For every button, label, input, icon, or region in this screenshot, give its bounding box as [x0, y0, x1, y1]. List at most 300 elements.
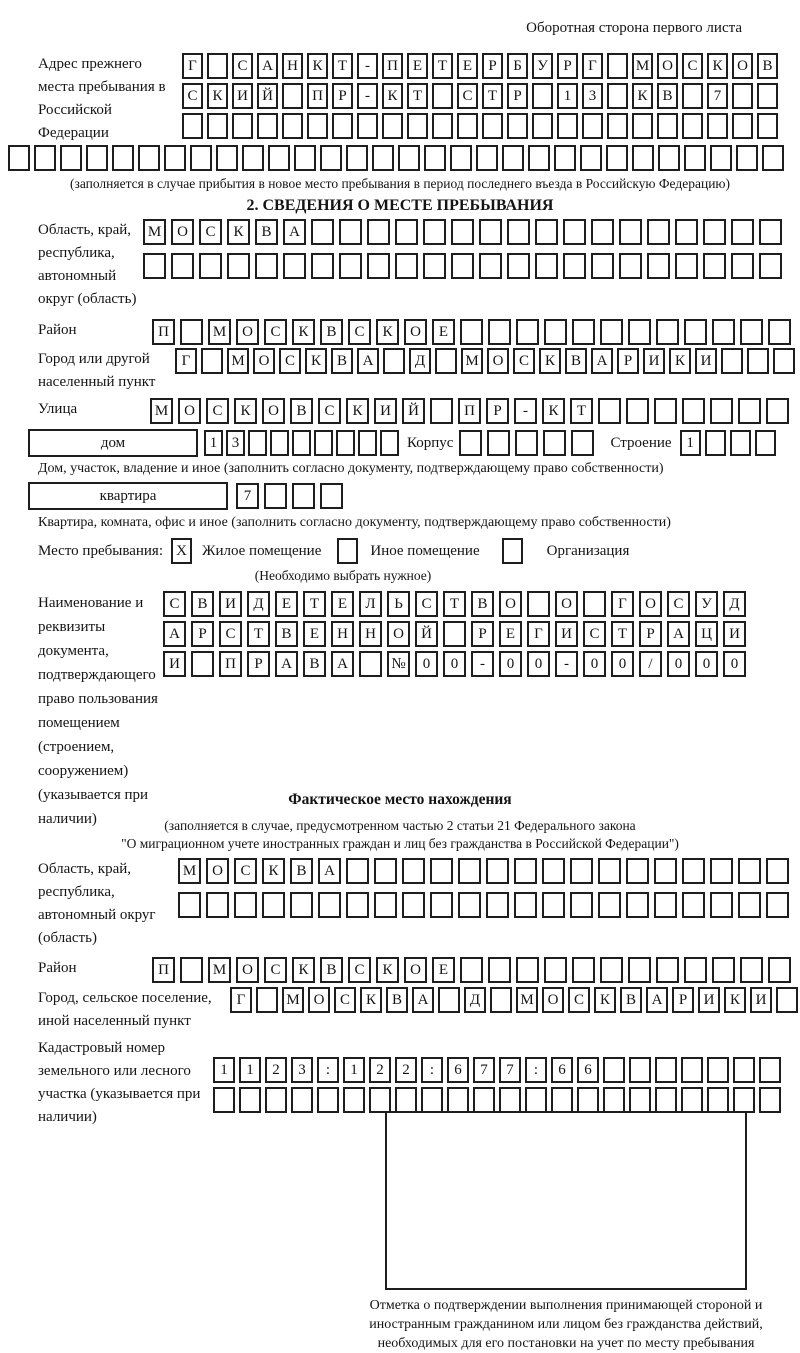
char-cell[interactable]: М — [227, 348, 249, 374]
char-cell[interactable]: 6 — [447, 1057, 469, 1083]
char-cell[interactable]: Т — [407, 83, 428, 109]
char-cell[interactable] — [458, 892, 481, 918]
char-cell[interactable] — [248, 430, 267, 456]
char-cell[interactable] — [320, 145, 342, 171]
char-cell[interactable] — [256, 987, 278, 1013]
char-cell[interactable]: К — [360, 987, 382, 1013]
char-cell[interactable]: С — [334, 987, 356, 1013]
char-cell[interactable] — [710, 858, 733, 884]
char-cell[interactable]: Б — [507, 53, 528, 79]
char-cell[interactable]: С — [682, 53, 703, 79]
char-cell[interactable] — [138, 145, 160, 171]
char-cell[interactable]: В — [620, 987, 642, 1013]
char-cell[interactable]: К — [305, 348, 327, 374]
char-cell[interactable]: 0 — [611, 651, 634, 677]
char-cell[interactable] — [675, 219, 698, 245]
char-cell[interactable] — [557, 113, 578, 139]
char-cell[interactable]: М — [150, 398, 173, 424]
char-cell[interactable]: П — [152, 957, 175, 983]
char-cell[interactable] — [374, 858, 397, 884]
char-cell[interactable]: У — [532, 53, 553, 79]
char-cell[interactable] — [532, 83, 553, 109]
char-cell[interactable]: 1 — [557, 83, 578, 109]
char-cell[interactable] — [171, 253, 194, 279]
char-cell[interactable]: 0 — [527, 651, 550, 677]
char-cell[interactable]: - — [357, 53, 378, 79]
char-cell[interactable] — [730, 430, 751, 456]
char-cell[interactable] — [654, 858, 677, 884]
char-cell[interactable]: В — [331, 348, 353, 374]
char-cell[interactable]: М — [461, 348, 483, 374]
char-cell[interactable] — [332, 113, 353, 139]
char-cell[interactable]: К — [227, 219, 250, 245]
char-cell[interactable]: В — [657, 83, 678, 109]
char-cell[interactable] — [516, 319, 539, 345]
char-cell[interactable] — [199, 253, 222, 279]
char-cell[interactable]: Ц — [695, 621, 718, 647]
char-cell[interactable] — [600, 957, 623, 983]
char-cell[interactable] — [398, 145, 420, 171]
char-cell[interactable] — [213, 1087, 235, 1113]
char-cell[interactable] — [632, 145, 654, 171]
char-cell[interactable] — [458, 858, 481, 884]
char-cell[interactable]: О — [639, 591, 662, 617]
char-cell[interactable]: В — [290, 858, 313, 884]
char-cell[interactable] — [459, 430, 482, 456]
char-cell[interactable]: Т — [570, 398, 593, 424]
char-cell[interactable] — [712, 957, 735, 983]
char-cell[interactable]: 0 — [499, 651, 522, 677]
char-cell[interactable] — [239, 1087, 261, 1113]
char-cell[interactable]: К — [382, 83, 403, 109]
char-cell[interactable]: 1 — [239, 1057, 261, 1083]
char-cell[interactable]: Е — [303, 621, 326, 647]
char-cell[interactable] — [606, 145, 628, 171]
char-cell[interactable] — [738, 892, 761, 918]
char-cell[interactable]: В — [275, 621, 298, 647]
char-cell[interactable]: К — [539, 348, 561, 374]
char-cell[interactable] — [460, 957, 483, 983]
char-cell[interactable] — [311, 219, 334, 245]
char-cell[interactable]: А — [275, 651, 298, 677]
char-cell[interactable] — [515, 430, 538, 456]
char-cell[interactable]: К — [594, 987, 616, 1013]
char-cell[interactable] — [768, 957, 791, 983]
char-cell[interactable]: Д — [464, 987, 486, 1013]
char-cell[interactable]: П — [307, 83, 328, 109]
char-cell[interactable]: Д — [723, 591, 746, 617]
char-cell[interactable]: С — [318, 398, 341, 424]
char-cell[interactable] — [647, 253, 670, 279]
char-cell[interactable] — [710, 145, 732, 171]
char-cell[interactable] — [318, 892, 341, 918]
char-cell[interactable]: К — [707, 53, 728, 79]
char-cell[interactable] — [395, 219, 418, 245]
char-cell[interactable] — [311, 253, 334, 279]
char-cell[interactable]: Р — [247, 651, 270, 677]
char-cell[interactable] — [423, 253, 446, 279]
char-cell[interactable] — [731, 253, 754, 279]
char-cell[interactable]: Е — [275, 591, 298, 617]
char-cell[interactable] — [451, 219, 474, 245]
char-cell[interactable] — [682, 83, 703, 109]
char-cell[interactable] — [626, 398, 649, 424]
char-cell[interactable]: Г — [230, 987, 252, 1013]
char-cell[interactable] — [721, 348, 743, 374]
char-cell[interactable]: 1 — [343, 1057, 365, 1083]
char-cell[interactable] — [654, 398, 677, 424]
char-cell[interactable]: В — [320, 957, 343, 983]
char-cell[interactable]: Й — [257, 83, 278, 109]
char-cell[interactable] — [600, 319, 623, 345]
char-cell[interactable] — [265, 1087, 287, 1113]
char-cell[interactable] — [443, 621, 466, 647]
char-cell[interactable] — [757, 83, 778, 109]
char-cell[interactable]: К — [376, 319, 399, 345]
char-cell[interactable]: К — [542, 398, 565, 424]
char-cell[interactable]: И — [163, 651, 186, 677]
char-cell[interactable] — [502, 538, 523, 564]
char-cell[interactable] — [507, 113, 528, 139]
char-cell[interactable]: Ь — [387, 591, 410, 617]
char-cell[interactable] — [292, 430, 311, 456]
char-cell[interactable]: Р — [507, 83, 528, 109]
char-cell[interactable] — [86, 145, 108, 171]
char-cell[interactable] — [514, 892, 537, 918]
char-cell[interactable] — [380, 430, 399, 456]
char-cell[interactable] — [580, 145, 602, 171]
char-cell[interactable]: А — [646, 987, 668, 1013]
char-cell[interactable] — [632, 113, 653, 139]
char-cell[interactable] — [182, 113, 203, 139]
char-cell[interactable]: М — [208, 957, 231, 983]
char-cell[interactable]: Й — [415, 621, 438, 647]
char-cell[interactable]: О — [404, 957, 427, 983]
char-cell[interactable]: О — [487, 348, 509, 374]
char-cell[interactable] — [432, 113, 453, 139]
char-cell[interactable]: С — [583, 621, 606, 647]
char-cell[interactable] — [514, 858, 537, 884]
char-cell[interactable] — [372, 145, 394, 171]
char-cell[interactable]: С — [232, 53, 253, 79]
char-cell[interactable]: 0 — [443, 651, 466, 677]
char-cell[interactable] — [180, 319, 203, 345]
char-cell[interactable]: О — [555, 591, 578, 617]
char-cell[interactable]: П — [219, 651, 242, 677]
char-cell[interactable]: Т — [611, 621, 634, 647]
char-cell[interactable] — [655, 1057, 677, 1083]
char-cell[interactable] — [227, 253, 250, 279]
char-cell[interactable]: И — [698, 987, 720, 1013]
char-cell[interactable] — [598, 892, 621, 918]
char-cell[interactable]: О — [236, 319, 259, 345]
char-cell[interactable]: В — [320, 319, 343, 345]
char-cell[interactable] — [395, 1087, 417, 1113]
char-cell[interactable]: : — [421, 1057, 443, 1083]
char-cell[interactable]: Р — [672, 987, 694, 1013]
char-cell[interactable] — [542, 892, 565, 918]
char-cell[interactable] — [675, 253, 698, 279]
char-cell[interactable] — [732, 83, 753, 109]
char-cell[interactable] — [577, 1087, 599, 1113]
char-cell[interactable] — [357, 113, 378, 139]
char-cell[interactable]: С — [264, 319, 287, 345]
char-cell[interactable] — [703, 219, 726, 245]
char-cell[interactable] — [681, 1087, 703, 1113]
char-cell[interactable] — [738, 398, 761, 424]
char-cell[interactable]: Н — [359, 621, 382, 647]
char-cell[interactable] — [528, 145, 550, 171]
char-cell[interactable] — [535, 253, 558, 279]
char-cell[interactable] — [270, 430, 289, 456]
char-cell[interactable]: П — [458, 398, 481, 424]
char-cell[interactable] — [629, 1057, 651, 1083]
char-cell[interactable] — [759, 253, 782, 279]
char-cell[interactable] — [207, 53, 228, 79]
char-cell[interactable]: Д — [409, 348, 431, 374]
char-cell[interactable]: П — [152, 319, 175, 345]
char-cell[interactable]: С — [219, 621, 242, 647]
char-cell[interactable]: Е — [407, 53, 428, 79]
char-cell[interactable] — [684, 145, 706, 171]
char-cell[interactable] — [488, 319, 511, 345]
char-cell[interactable] — [684, 957, 707, 983]
char-cell[interactable] — [707, 1087, 729, 1113]
char-cell[interactable] — [740, 957, 763, 983]
char-cell[interactable]: Т — [432, 53, 453, 79]
char-cell[interactable]: О — [542, 987, 564, 1013]
char-cell[interactable] — [656, 957, 679, 983]
char-cell[interactable]: Г — [182, 53, 203, 79]
char-cell[interactable] — [525, 1087, 547, 1113]
char-cell[interactable] — [598, 858, 621, 884]
char-cell[interactable] — [264, 483, 287, 509]
char-cell[interactable]: А — [163, 621, 186, 647]
char-cell[interactable]: В — [290, 398, 313, 424]
char-cell[interactable]: 2 — [369, 1057, 391, 1083]
char-cell[interactable] — [731, 219, 754, 245]
char-cell[interactable] — [190, 145, 212, 171]
char-cell[interactable] — [262, 892, 285, 918]
char-cell[interactable]: Н — [282, 53, 303, 79]
char-cell[interactable] — [570, 892, 593, 918]
char-cell[interactable]: С — [348, 957, 371, 983]
char-cell[interactable] — [450, 145, 472, 171]
char-cell[interactable]: Р — [557, 53, 578, 79]
char-cell[interactable] — [317, 1087, 339, 1113]
char-cell[interactable] — [657, 113, 678, 139]
char-cell[interactable]: К — [292, 319, 315, 345]
char-cell[interactable] — [359, 651, 382, 677]
char-cell[interactable]: В — [386, 987, 408, 1013]
char-cell[interactable] — [180, 957, 203, 983]
char-cell[interactable] — [532, 113, 553, 139]
char-cell[interactable]: № — [387, 651, 410, 677]
char-cell[interactable] — [733, 1057, 755, 1083]
char-cell[interactable] — [320, 483, 343, 509]
char-cell[interactable]: К — [346, 398, 369, 424]
char-cell[interactable]: 0 — [667, 651, 690, 677]
char-cell[interactable]: 3 — [582, 83, 603, 109]
char-cell[interactable] — [473, 1087, 495, 1113]
char-cell[interactable]: А — [331, 651, 354, 677]
char-cell[interactable] — [740, 319, 763, 345]
char-cell[interactable] — [438, 987, 460, 1013]
char-cell[interactable]: 3 — [226, 430, 245, 456]
char-cell[interactable] — [268, 145, 290, 171]
char-cell[interactable] — [290, 892, 313, 918]
char-cell[interactable] — [291, 1087, 313, 1113]
char-cell[interactable]: 6 — [577, 1057, 599, 1083]
char-cell[interactable] — [759, 1057, 781, 1083]
char-cell[interactable]: / — [639, 651, 662, 677]
char-cell[interactable] — [367, 219, 390, 245]
char-cell[interactable] — [257, 113, 278, 139]
char-cell[interactable] — [682, 892, 705, 918]
char-cell[interactable]: Г — [175, 348, 197, 374]
char-cell[interactable] — [619, 219, 642, 245]
char-cell[interactable]: К — [669, 348, 691, 374]
char-cell[interactable]: Р — [639, 621, 662, 647]
char-cell[interactable] — [755, 430, 776, 456]
char-cell[interactable]: Р — [482, 53, 503, 79]
char-cell[interactable]: Л — [359, 591, 382, 617]
house-type-box[interactable]: дом — [28, 429, 198, 457]
char-cell[interactable]: Р — [471, 621, 494, 647]
char-cell[interactable]: 0 — [723, 651, 746, 677]
char-cell[interactable]: - — [555, 651, 578, 677]
char-cell[interactable] — [8, 145, 30, 171]
char-cell[interactable] — [34, 145, 56, 171]
char-cell[interactable]: О — [499, 591, 522, 617]
char-cell[interactable] — [346, 145, 368, 171]
char-cell[interactable] — [430, 858, 453, 884]
char-cell[interactable] — [339, 253, 362, 279]
char-cell[interactable] — [603, 1087, 625, 1113]
char-cell[interactable] — [482, 113, 503, 139]
char-cell[interactable] — [712, 319, 735, 345]
char-cell[interactable]: Е — [331, 591, 354, 617]
char-cell[interactable] — [486, 892, 509, 918]
char-cell[interactable]: С — [199, 219, 222, 245]
char-cell[interactable] — [738, 858, 761, 884]
char-cell[interactable]: О — [178, 398, 201, 424]
char-cell[interactable] — [164, 145, 186, 171]
char-cell[interactable] — [535, 219, 558, 245]
char-cell[interactable]: О — [262, 398, 285, 424]
char-cell[interactable]: М — [208, 319, 231, 345]
char-cell[interactable] — [527, 591, 550, 617]
char-cell[interactable]: С — [348, 319, 371, 345]
char-cell[interactable] — [499, 1087, 521, 1113]
char-cell[interactable]: И — [643, 348, 665, 374]
char-cell[interactable]: - — [471, 651, 494, 677]
char-cell[interactable]: В — [471, 591, 494, 617]
char-cell[interactable] — [339, 219, 362, 245]
char-cell[interactable] — [607, 83, 628, 109]
char-cell[interactable]: И — [555, 621, 578, 647]
char-cell[interactable] — [367, 253, 390, 279]
char-cell[interactable] — [736, 145, 758, 171]
char-cell[interactable] — [563, 253, 586, 279]
char-cell[interactable]: К — [632, 83, 653, 109]
char-cell[interactable] — [430, 892, 453, 918]
char-cell[interactable]: Т — [332, 53, 353, 79]
char-cell[interactable] — [447, 1087, 469, 1113]
char-cell[interactable]: У — [695, 591, 718, 617]
char-cell[interactable]: М — [282, 987, 304, 1013]
char-cell[interactable]: О — [404, 319, 427, 345]
char-cell[interactable] — [407, 113, 428, 139]
char-cell[interactable]: 7 — [473, 1057, 495, 1083]
char-cell[interactable] — [572, 319, 595, 345]
char-cell[interactable]: С — [279, 348, 301, 374]
char-cell[interactable]: 0 — [415, 651, 438, 677]
char-cell[interactable]: А — [357, 348, 379, 374]
char-cell[interactable]: 1 — [680, 430, 701, 456]
char-cell[interactable] — [628, 319, 651, 345]
char-cell[interactable] — [607, 53, 628, 79]
char-cell[interactable]: А — [257, 53, 278, 79]
char-cell[interactable] — [747, 348, 769, 374]
char-cell[interactable]: В — [303, 651, 326, 677]
char-cell[interactable] — [626, 858, 649, 884]
char-cell[interactable] — [762, 145, 784, 171]
char-cell[interactable] — [402, 858, 425, 884]
char-cell[interactable]: Й — [402, 398, 425, 424]
char-cell[interactable]: С — [163, 591, 186, 617]
char-cell[interactable] — [681, 1057, 703, 1083]
char-cell[interactable] — [383, 348, 405, 374]
char-cell[interactable]: И — [750, 987, 772, 1013]
char-cell[interactable] — [658, 145, 680, 171]
char-cell[interactable] — [598, 398, 621, 424]
char-cell[interactable]: К — [376, 957, 399, 983]
char-cell[interactable] — [543, 430, 566, 456]
char-cell[interactable]: 1 — [213, 1057, 235, 1083]
char-cell[interactable]: Т — [482, 83, 503, 109]
char-cell[interactable] — [201, 348, 223, 374]
char-cell[interactable] — [703, 253, 726, 279]
char-cell[interactable]: Р — [191, 621, 214, 647]
char-cell[interactable] — [654, 892, 677, 918]
char-cell[interactable] — [369, 1087, 391, 1113]
char-cell[interactable] — [488, 957, 511, 983]
char-cell[interactable]: 0 — [583, 651, 606, 677]
char-cell[interactable] — [707, 1057, 729, 1083]
char-cell[interactable]: 1 — [204, 430, 223, 456]
char-cell[interactable]: П — [382, 53, 403, 79]
char-cell[interactable] — [294, 145, 316, 171]
char-cell[interactable] — [551, 1087, 573, 1113]
char-cell[interactable]: Е — [432, 319, 455, 345]
char-cell[interactable] — [759, 219, 782, 245]
char-cell[interactable]: Р — [332, 83, 353, 109]
char-cell[interactable] — [234, 892, 257, 918]
char-cell[interactable] — [343, 1087, 365, 1113]
char-cell[interactable] — [710, 398, 733, 424]
char-cell[interactable] — [607, 113, 628, 139]
char-cell[interactable] — [647, 219, 670, 245]
char-cell[interactable] — [757, 113, 778, 139]
char-cell[interactable]: О — [387, 621, 410, 647]
char-cell[interactable]: С — [667, 591, 690, 617]
char-cell[interactable] — [432, 83, 453, 109]
char-cell[interactable] — [292, 483, 315, 509]
char-cell[interactable] — [255, 253, 278, 279]
char-cell[interactable]: М — [178, 858, 201, 884]
char-cell[interactable] — [143, 253, 166, 279]
